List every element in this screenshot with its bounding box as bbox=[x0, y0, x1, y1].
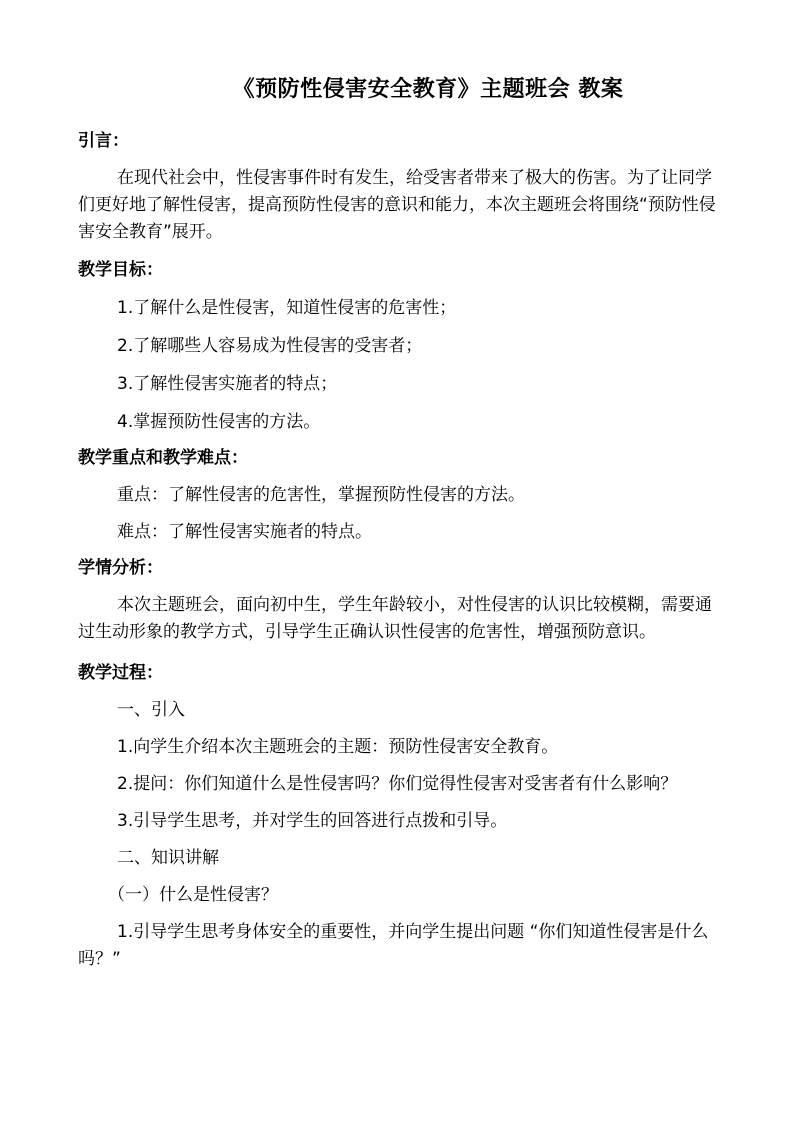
objective-item: 1.了解什么是性侵害，知道性侵害的危害性； bbox=[117, 298, 457, 318]
key-point: 重点：了解性侵害的危害性，掌握预防性侵害的方法。 bbox=[117, 485, 525, 505]
objectives-heading: 教学目标： bbox=[78, 260, 163, 280]
process-item: 1.向学生介绍本次主题班会的主题：预防性侵害安全教育。 bbox=[117, 737, 559, 757]
section-heading: 二、知识讲解 bbox=[117, 848, 219, 868]
document-body bbox=[78, 120, 718, 973]
key-points-heading: 教学重点和教学难点： bbox=[78, 448, 248, 468]
process-item: 2.提问：你们知道什么是性侵害吗？你们觉得性侵害对受害者有什么影响？ bbox=[117, 774, 678, 794]
section-heading: 一、引入 bbox=[117, 700, 185, 720]
process-item: 3.引导学生思考，并对学生的回答进行点拨和引导。 bbox=[117, 811, 508, 831]
intro-heading: 引言： bbox=[78, 131, 129, 151]
analysis-paragraph: 本次主题班会，面向初中生，学生年龄较小，对性侵害的认识比较模糊，需要通过生动形象的教学方式，引导学生正确认识性侵害的危害性，增强预防意识。 bbox=[78, 595, 712, 642]
difficult-point: 难点：了解性侵害实施者的特点。 bbox=[117, 522, 372, 542]
objective-item: 2.了解哪些人容易成为性侵害的受害者； bbox=[117, 336, 423, 356]
subsection-heading: （一）什么是性侵害？ bbox=[108, 885, 278, 905]
intro-paragraph: 在现代社会中，性侵害事件时有发生，给受害者带来了极大的伤害。为了让同学们更好地了解性侵害，提高预防性侵害的意识和能力，本次主题班会将围绕“预防性侵害安全教育”展开。 bbox=[78, 168, 716, 242]
process-item: 1.引导学生思考身体安全的重要性，并向学生提出问题 “你们知道性侵害是什么吗？” bbox=[78, 922, 709, 969]
document-title: 《预防性侵害安全教育》主题班会 教案 bbox=[232, 77, 624, 102]
objective-item: 4.掌握预防性侵害的方法。 bbox=[117, 412, 321, 432]
analysis-heading: 学情分析： bbox=[78, 558, 163, 578]
process-heading: 教学过程： bbox=[78, 663, 163, 683]
objective-item: 3.了解性侵害实施者的特点； bbox=[117, 374, 338, 394]
